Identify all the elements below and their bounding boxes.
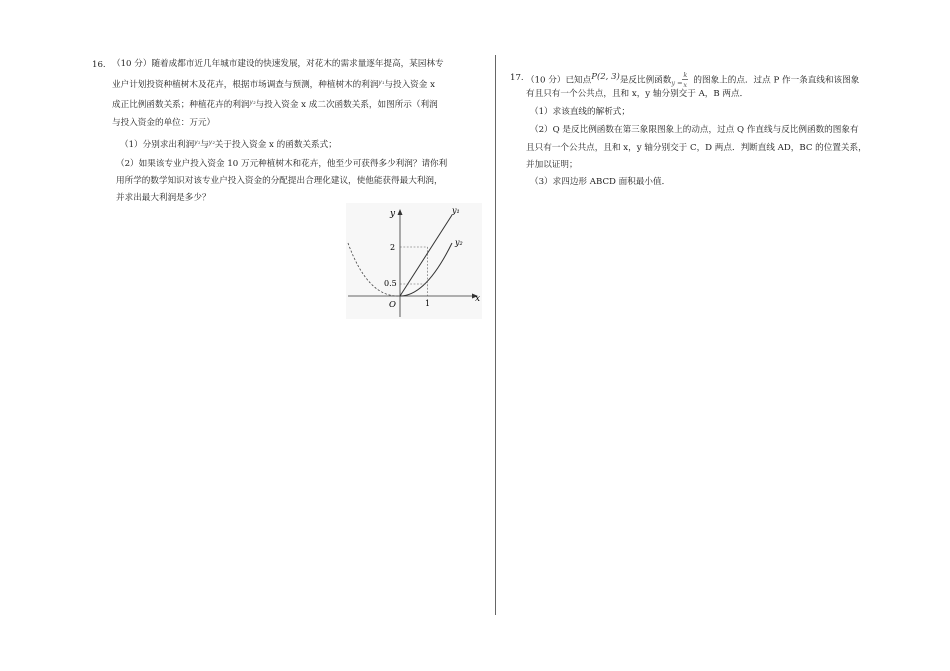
q17-part-3: （3）求四边形 ABCD 面积最小值．: [530, 177, 671, 187]
q16-part-2-line-1: （2）如果该专业户投入资金 10 万元种植树木和花卉，他至少可获得多少利润？请你利: [116, 159, 448, 169]
q17-line-2: 有且只有一个公共点，且和 x，y 轴分别交于 A，B 两点．: [526, 89, 749, 99]
q17-line-1: （10 分）已知点P(2, 3)是反比例函数 y = k x 的图象上的点．过点 P 作一条直线和该图象: [526, 71, 860, 89]
x-axis-label: x: [475, 294, 481, 304]
q17-part-2-line-2: 且只有一个公共点，且和 x，y 轴分别交于 C，D 两点．判断直线 AD，BC 的位置关系，: [526, 143, 867, 153]
q16-line-3: 成正比例函数关系；种植花卉的利润$^{y_2}$与投入资金 x 成二次函数关系，如图所示（利润: [112, 99, 438, 110]
q16-line-1: （10 分）随着成都市近几年城市建设的快速发展，对花木的需求量逐年提高，某园林专: [112, 59, 444, 69]
q16-part-2-line-2: 用所学的数学知识对该专业户投入资金的分配提出合理化建议，使他能获得最大利润，: [116, 176, 443, 186]
q16-line-2: 业户计划投资种植树木及花卉，根据市场调查与预测，种植树木的利润$^{y_1}$与投入资金 x: [112, 79, 435, 90]
column-divider: [495, 55, 496, 615]
q17-part-1: （1）求该直线的解析式；: [530, 107, 630, 117]
y1-label: y₁: [452, 206, 460, 215]
q16-part-2-line-3: 并求出最大利润是多少？: [116, 193, 211, 203]
graph-background: [346, 203, 482, 319]
tick-label-2: 2: [390, 243, 396, 252]
q17-part-2-line-1: （2）Q 是反比例函数在第三象限图象上的动点，过点 Q 作直线与反比例函数的图象有: [530, 125, 859, 135]
q16-part-1: （1）分别求出利润$^{y_1}$与$^{y_2}$关于投入资金 x 的函数关系式；: [120, 139, 337, 150]
tick-label-1: 1: [425, 299, 431, 308]
q16-function-graph: [346, 203, 482, 319]
q17-part-2-line-3: 并加以证明；: [526, 160, 578, 170]
question-16-number: 16.: [92, 60, 106, 70]
inverse-function-fraction: y = k x: [671, 71, 688, 89]
y2-label: y₂: [455, 238, 463, 247]
point-p-expression: P(2, 3): [591, 71, 620, 82]
question-17-number: 17.: [510, 73, 524, 83]
tick-label-05: 0.5: [384, 279, 397, 288]
q16-line-4: 与投入资金的单位：万元）: [112, 118, 216, 128]
origin-label: O: [389, 300, 396, 310]
y-axis-label: y: [390, 209, 396, 219]
